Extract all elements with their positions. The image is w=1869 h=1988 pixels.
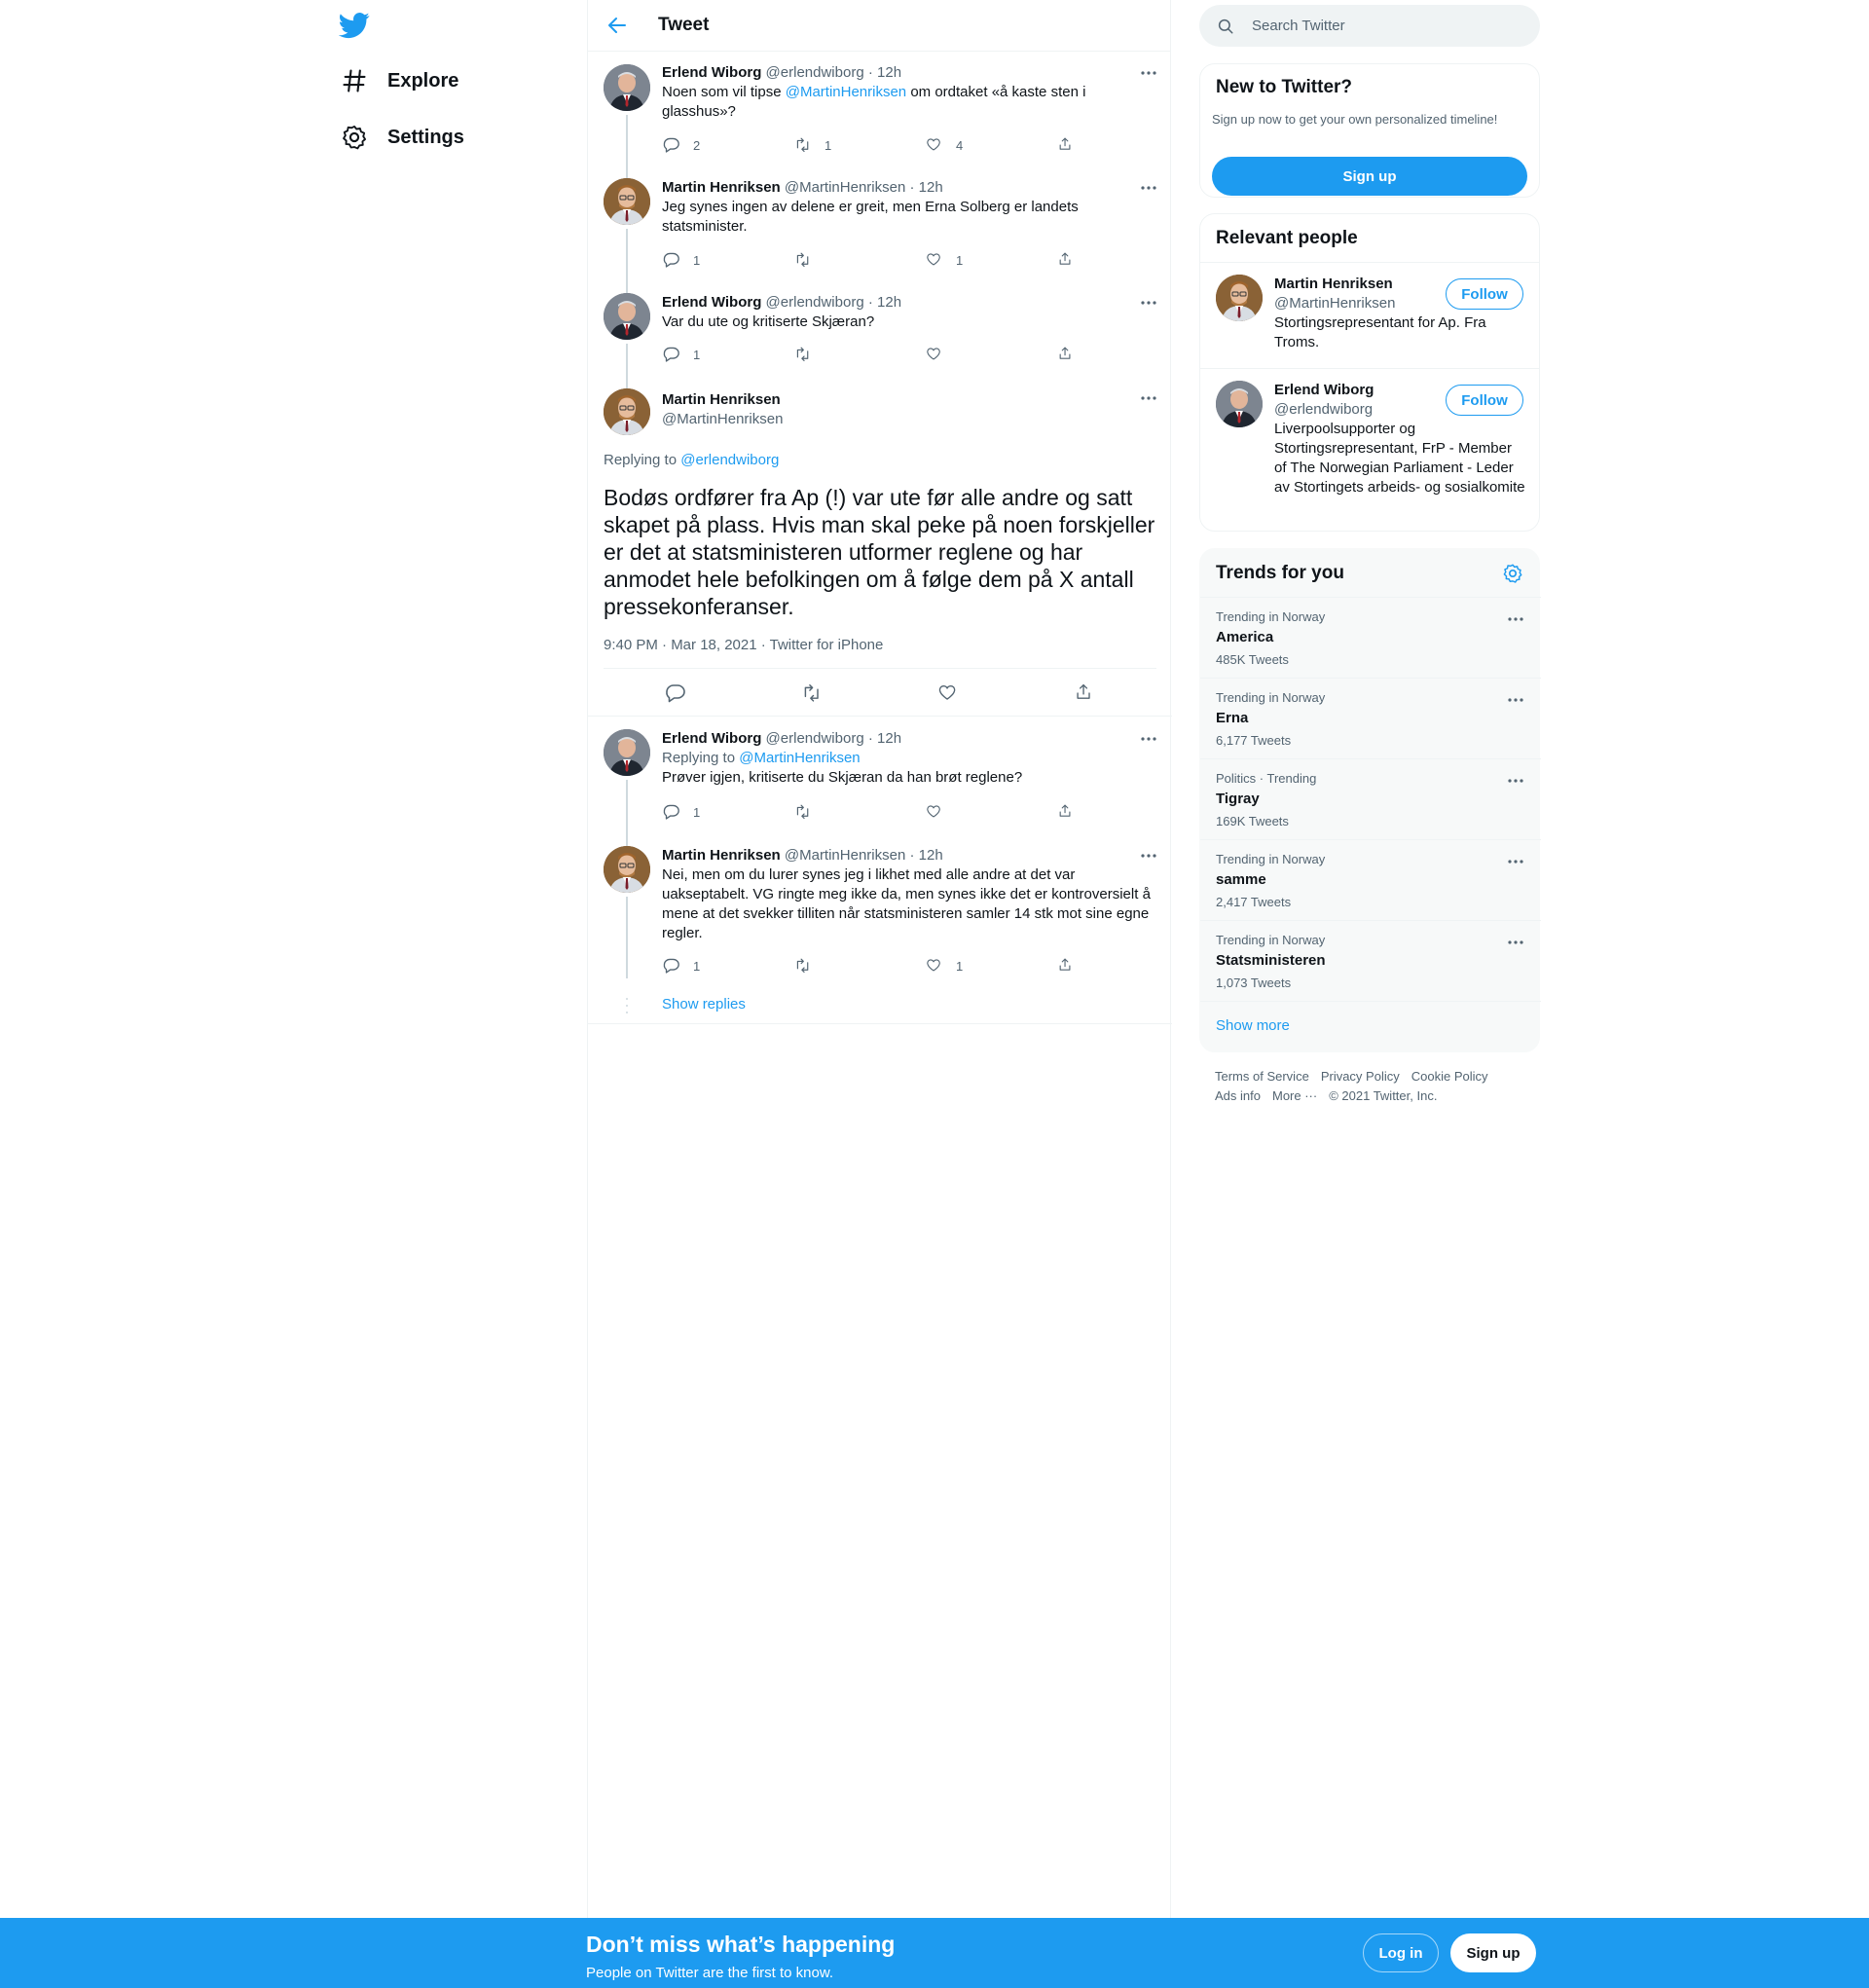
like-icon xyxy=(925,346,942,363)
tweet-time[interactable]: · 12h xyxy=(867,730,902,747)
footer-links xyxy=(1215,1067,1536,1106)
trend-count: 6,177 Tweets xyxy=(1216,733,1292,748)
reply-button[interactable] xyxy=(662,803,700,821)
tweet-text: Prøver igjen, kritiserte du Skjæran da han brøt reglene? xyxy=(662,769,1023,786)
thread-tweet[interactable] xyxy=(588,166,1172,281)
footer-link[interactable]: Privacy Policy xyxy=(1320,1069,1400,1084)
like-button[interactable] xyxy=(925,251,963,269)
reply-tweet[interactable] xyxy=(588,718,1172,834)
tweet-text: Nei, men om du lurer synes jeg i likhet med alle andre at det var uakseptabelt. VG ringte meg ikke da, men synes ikke det er kontroversielt å mene at det svekker tilliten når statsministeren samler 14 stk mot sine egne regler. xyxy=(662,866,1151,941)
thread-tweet[interactable] xyxy=(588,281,1172,377)
main-header xyxy=(588,0,1170,52)
reply-button[interactable] xyxy=(662,957,700,975)
like-icon xyxy=(936,682,958,704)
card-title: Relevant people xyxy=(1216,228,1358,248)
like-icon xyxy=(925,803,942,821)
share-icon xyxy=(1056,136,1074,154)
thread-line xyxy=(626,377,628,388)
more-icon[interactable] xyxy=(1506,933,1525,952)
search-box xyxy=(1199,5,1540,47)
page-title: Tweet xyxy=(658,15,710,35)
more-icon[interactable] xyxy=(1139,178,1158,198)
tweet-handle[interactable]: @erlendwiborg xyxy=(765,294,864,311)
tweet-author[interactable]: Martin Henriksen xyxy=(662,179,781,196)
tweet-time[interactable]: · 12h xyxy=(867,64,902,81)
more-icon[interactable] xyxy=(1506,609,1525,629)
retweet-button[interactable] xyxy=(800,682,822,704)
like-button[interactable] xyxy=(925,346,956,363)
nav-explore[interactable] xyxy=(341,59,458,102)
divider xyxy=(588,1023,1172,1024)
more-icon[interactable] xyxy=(1139,846,1158,865)
signup-subtitle: Sign up now to get your own personalized timeline! xyxy=(1212,112,1498,127)
tweet-text xyxy=(662,83,1158,122)
thread-line xyxy=(626,166,628,178)
reply-button[interactable] xyxy=(662,136,700,154)
log-in-button[interactable]: Log in xyxy=(1363,1933,1439,1972)
trend-name: Tigray xyxy=(1216,791,1260,807)
trend-context: Trending in Norway xyxy=(1216,852,1326,866)
sign-up-button[interactable]: Sign up xyxy=(1212,157,1527,196)
tweet-author[interactable]: Erlend Wiborg xyxy=(662,730,762,747)
bottom-bar-title: Don’t miss what’s happening xyxy=(586,1932,896,1957)
replying-to-label: Replying to xyxy=(662,750,740,766)
tweet-actions xyxy=(662,957,1090,976)
show-more-link[interactable]: Show more xyxy=(1216,1017,1290,1034)
mention-link[interactable]: @MartinHenriksen xyxy=(739,750,861,766)
trend-name: Statsministeren xyxy=(1216,952,1326,969)
relevant-people-card xyxy=(1199,213,1540,532)
gear-icon xyxy=(341,124,368,151)
trend-context: Politics · Trending xyxy=(1216,771,1317,786)
more-icon[interactable] xyxy=(1139,293,1158,313)
like-button[interactable] xyxy=(936,682,958,704)
reply-icon xyxy=(662,346,679,363)
tweet-time[interactable]: · 12h xyxy=(867,294,902,311)
arrow-left-icon[interactable] xyxy=(605,14,629,37)
tweet-timestamp[interactable]: 9:40 PM · Mar 18, 2021 · Twitter for iPhone xyxy=(604,637,884,653)
person-item[interactable] xyxy=(1200,262,1539,368)
footer-link[interactable]: Ads info xyxy=(1215,1088,1261,1103)
retweet-button[interactable] xyxy=(793,957,825,975)
follow-button[interactable]: Follow xyxy=(1446,278,1523,310)
thread-line xyxy=(626,344,628,377)
reply-icon xyxy=(662,803,679,821)
like-icon xyxy=(925,251,942,269)
trend-count: 169K Tweets xyxy=(1216,814,1289,828)
search-icon xyxy=(1217,18,1234,35)
thread-tweet[interactable] xyxy=(588,52,1172,166)
reply-button[interactable] xyxy=(664,682,685,704)
replying-to xyxy=(662,749,1158,768)
retweet-icon xyxy=(793,251,811,269)
retweet-icon xyxy=(793,346,811,363)
retweet-button[interactable] xyxy=(793,136,831,154)
main-column xyxy=(587,0,1171,1920)
reply-count: 1 xyxy=(693,252,701,268)
tweet-actions xyxy=(662,346,1090,365)
nav-explore-label: Explore xyxy=(387,69,459,92)
trend-context: Trending in Norway xyxy=(1216,609,1326,624)
bottom-signup-bar xyxy=(0,1918,1869,1988)
like-button[interactable] xyxy=(925,957,963,975)
thread-line xyxy=(626,834,628,846)
thread-line xyxy=(626,229,628,281)
person-bio: Stortingsrepresentant for Ap. Fra Troms. xyxy=(1274,314,1486,350)
avatar[interactable] xyxy=(604,178,650,225)
focus-tweet-text: Bodøs ordfører fra Ap (!) var ute før alle andre og satt skapet på plass. Hvis man skal peke på noen forskjeller er det at statsministeren utformer reglene og har anmodet hele befolkingen om å følge dem på X antall pressekonferanser. xyxy=(604,485,1155,619)
twitter-bird-icon[interactable] xyxy=(339,10,370,41)
mention-link[interactable]: @MartinHenriksen xyxy=(785,84,907,100)
reply-icon xyxy=(664,682,685,704)
reply-count: 2 xyxy=(693,137,701,153)
trend-item[interactable] xyxy=(1200,678,1541,758)
reply-icon xyxy=(662,251,679,269)
person-handle[interactable]: @erlendwiborg xyxy=(1274,401,1374,418)
hashtag-icon xyxy=(341,67,368,94)
tweet-author[interactable]: Martin Henriksen xyxy=(662,391,781,408)
more-icon[interactable] xyxy=(1506,852,1525,871)
trend-context: Trending in Norway xyxy=(1216,933,1326,947)
tweet-text-part: Noen som vil tipse xyxy=(662,84,786,100)
more-icon[interactable] xyxy=(1139,63,1158,83)
tweet-text: Jeg synes ingen av delene er greit, men Erna Solberg er landets statsminister. xyxy=(662,199,1079,235)
share-icon xyxy=(1056,251,1074,269)
tweet-actions xyxy=(662,251,1090,271)
reply-count: 1 xyxy=(693,958,701,974)
trend-count: 1,073 Tweets xyxy=(1216,976,1292,990)
share-button[interactable] xyxy=(1056,957,1074,975)
like-count: 4 xyxy=(956,137,964,153)
thread-line xyxy=(626,780,628,834)
trend-name: samme xyxy=(1216,871,1266,888)
person-name[interactable]: Martin Henriksen xyxy=(1274,276,1393,292)
share-icon xyxy=(1056,346,1074,363)
share-icon xyxy=(1056,803,1074,821)
new-to-twitter-card xyxy=(1199,63,1540,198)
divider xyxy=(1200,1001,1541,1002)
thread-dots-icon xyxy=(625,996,629,1015)
thread-line xyxy=(626,115,628,166)
trends-card xyxy=(1199,548,1540,1052)
tweet-actions xyxy=(662,803,1090,823)
like-count: 1 xyxy=(956,252,964,268)
reply-button[interactable] xyxy=(662,251,700,269)
reply-count: 1 xyxy=(693,347,701,362)
trend-name: Erna xyxy=(1216,710,1249,726)
tweet-handle[interactable]: @MartinHenriksen xyxy=(784,847,906,864)
card-title: New to Twitter? xyxy=(1216,77,1353,97)
reply-tweet[interactable] xyxy=(588,834,1172,1024)
share-button[interactable] xyxy=(1073,682,1094,704)
trend-item[interactable] xyxy=(1200,597,1541,678)
like-count: 1 xyxy=(956,958,964,974)
avatar[interactable] xyxy=(604,729,650,776)
more-icon[interactable] xyxy=(1139,729,1158,749)
focus-tweet-actions xyxy=(588,682,1172,710)
share-icon xyxy=(1056,957,1074,975)
share-button[interactable] xyxy=(1056,803,1074,821)
tweet-actions xyxy=(662,136,1090,156)
person-item[interactable] xyxy=(1200,368,1539,532)
bottom-bar-subtitle: People on Twitter are the first to know. xyxy=(586,1965,834,1981)
thread-line xyxy=(626,281,628,293)
share-button[interactable] xyxy=(1056,346,1074,363)
tweet-author[interactable]: Erlend Wiborg xyxy=(662,294,762,311)
tweet-handle[interactable]: @erlendwiborg xyxy=(765,64,864,81)
share-icon xyxy=(1073,682,1094,704)
avatar[interactable] xyxy=(604,846,650,893)
like-icon xyxy=(925,957,942,975)
tweet-handle[interactable]: @MartinHenriksen xyxy=(784,179,906,196)
show-replies-link[interactable]: Show replies xyxy=(662,996,746,1012)
share-button[interactable] xyxy=(1056,251,1074,269)
trend-item[interactable] xyxy=(1200,758,1541,839)
share-button[interactable] xyxy=(1056,136,1074,154)
trend-count: 485K Tweets xyxy=(1216,652,1289,667)
avatar[interactable] xyxy=(604,64,650,111)
retweet-icon xyxy=(793,957,811,975)
retweet-icon xyxy=(800,682,822,704)
gear-icon[interactable] xyxy=(1502,563,1523,584)
footer-link[interactable]: More ··· xyxy=(1271,1088,1318,1103)
retweet-button[interactable] xyxy=(793,251,825,269)
retweet-icon xyxy=(793,136,811,154)
divider xyxy=(588,716,1172,717)
more-icon[interactable] xyxy=(1506,690,1525,710)
retweet-button[interactable] xyxy=(793,346,825,363)
search-input[interactable] xyxy=(1252,5,1524,47)
tweet-handle[interactable]: @erlendwiborg xyxy=(765,730,864,747)
footer-link[interactable]: Cookie Policy xyxy=(1411,1069,1488,1084)
sign-up-button[interactable]: Sign up xyxy=(1450,1933,1536,1972)
nav-settings[interactable] xyxy=(341,116,464,159)
like-button[interactable] xyxy=(925,136,963,154)
follow-button[interactable]: Follow xyxy=(1446,385,1523,416)
card-title: Trends for you xyxy=(1216,563,1344,583)
trend-context: Trending in Norway xyxy=(1216,690,1326,705)
footer-link[interactable]: Terms of Service xyxy=(1215,1069,1309,1084)
more-icon[interactable] xyxy=(1139,388,1158,408)
replying-to xyxy=(604,452,779,468)
focus-tweet xyxy=(588,377,1172,717)
more-icon[interactable] xyxy=(1506,771,1525,791)
reply-icon xyxy=(662,957,679,975)
reply-button[interactable] xyxy=(662,346,700,363)
trend-item[interactable] xyxy=(1200,839,1541,920)
reply-icon xyxy=(662,136,679,154)
trend-name: America xyxy=(1216,629,1274,645)
copyright: © 2021 Twitter, Inc. xyxy=(1329,1088,1438,1103)
like-button[interactable] xyxy=(925,803,956,821)
person-handle[interactable]: @MartinHenriksen xyxy=(1274,295,1396,312)
thread-line xyxy=(626,897,628,978)
tweet-author[interactable]: Erlend Wiborg xyxy=(662,64,762,81)
retweet-button[interactable] xyxy=(793,803,825,821)
retweet-count: 1 xyxy=(825,137,832,153)
divider xyxy=(604,668,1156,669)
trend-item[interactable] xyxy=(1200,920,1541,1001)
nav-settings-label: Settings xyxy=(387,126,464,148)
avatar[interactable] xyxy=(604,293,650,340)
reply-count: 1 xyxy=(693,804,701,820)
trend-count: 2,417 Tweets xyxy=(1216,895,1292,909)
tweet-text-part: om ordtaket «å kaste sten i glasshus»? xyxy=(662,84,1086,120)
person-name[interactable]: Erlend Wiborg xyxy=(1274,382,1374,398)
person-bio: Liverpoolsupporter og Stortingsrepresentant, FrP - Member of The Norwegian Parliament - Leder av Stortingets arbeids- og sosialkomite xyxy=(1274,421,1525,496)
tweet-time[interactable]: · 12h xyxy=(909,847,943,864)
mention-link[interactable]: @erlendwiborg xyxy=(680,452,780,468)
tweet-author[interactable]: Martin Henriksen xyxy=(662,847,781,864)
retweet-icon xyxy=(793,803,811,821)
replying-to-label: Replying to xyxy=(604,452,681,468)
avatar[interactable] xyxy=(1216,275,1263,321)
tweet-time[interactable]: · 12h xyxy=(909,179,943,196)
tweet-handle[interactable]: @MartinHenriksen xyxy=(662,411,784,427)
avatar[interactable] xyxy=(1216,381,1263,427)
tweet-text: Var du ute og kritiserte Skjæran? xyxy=(662,313,875,330)
like-icon xyxy=(925,136,942,154)
avatar[interactable] xyxy=(604,388,650,435)
